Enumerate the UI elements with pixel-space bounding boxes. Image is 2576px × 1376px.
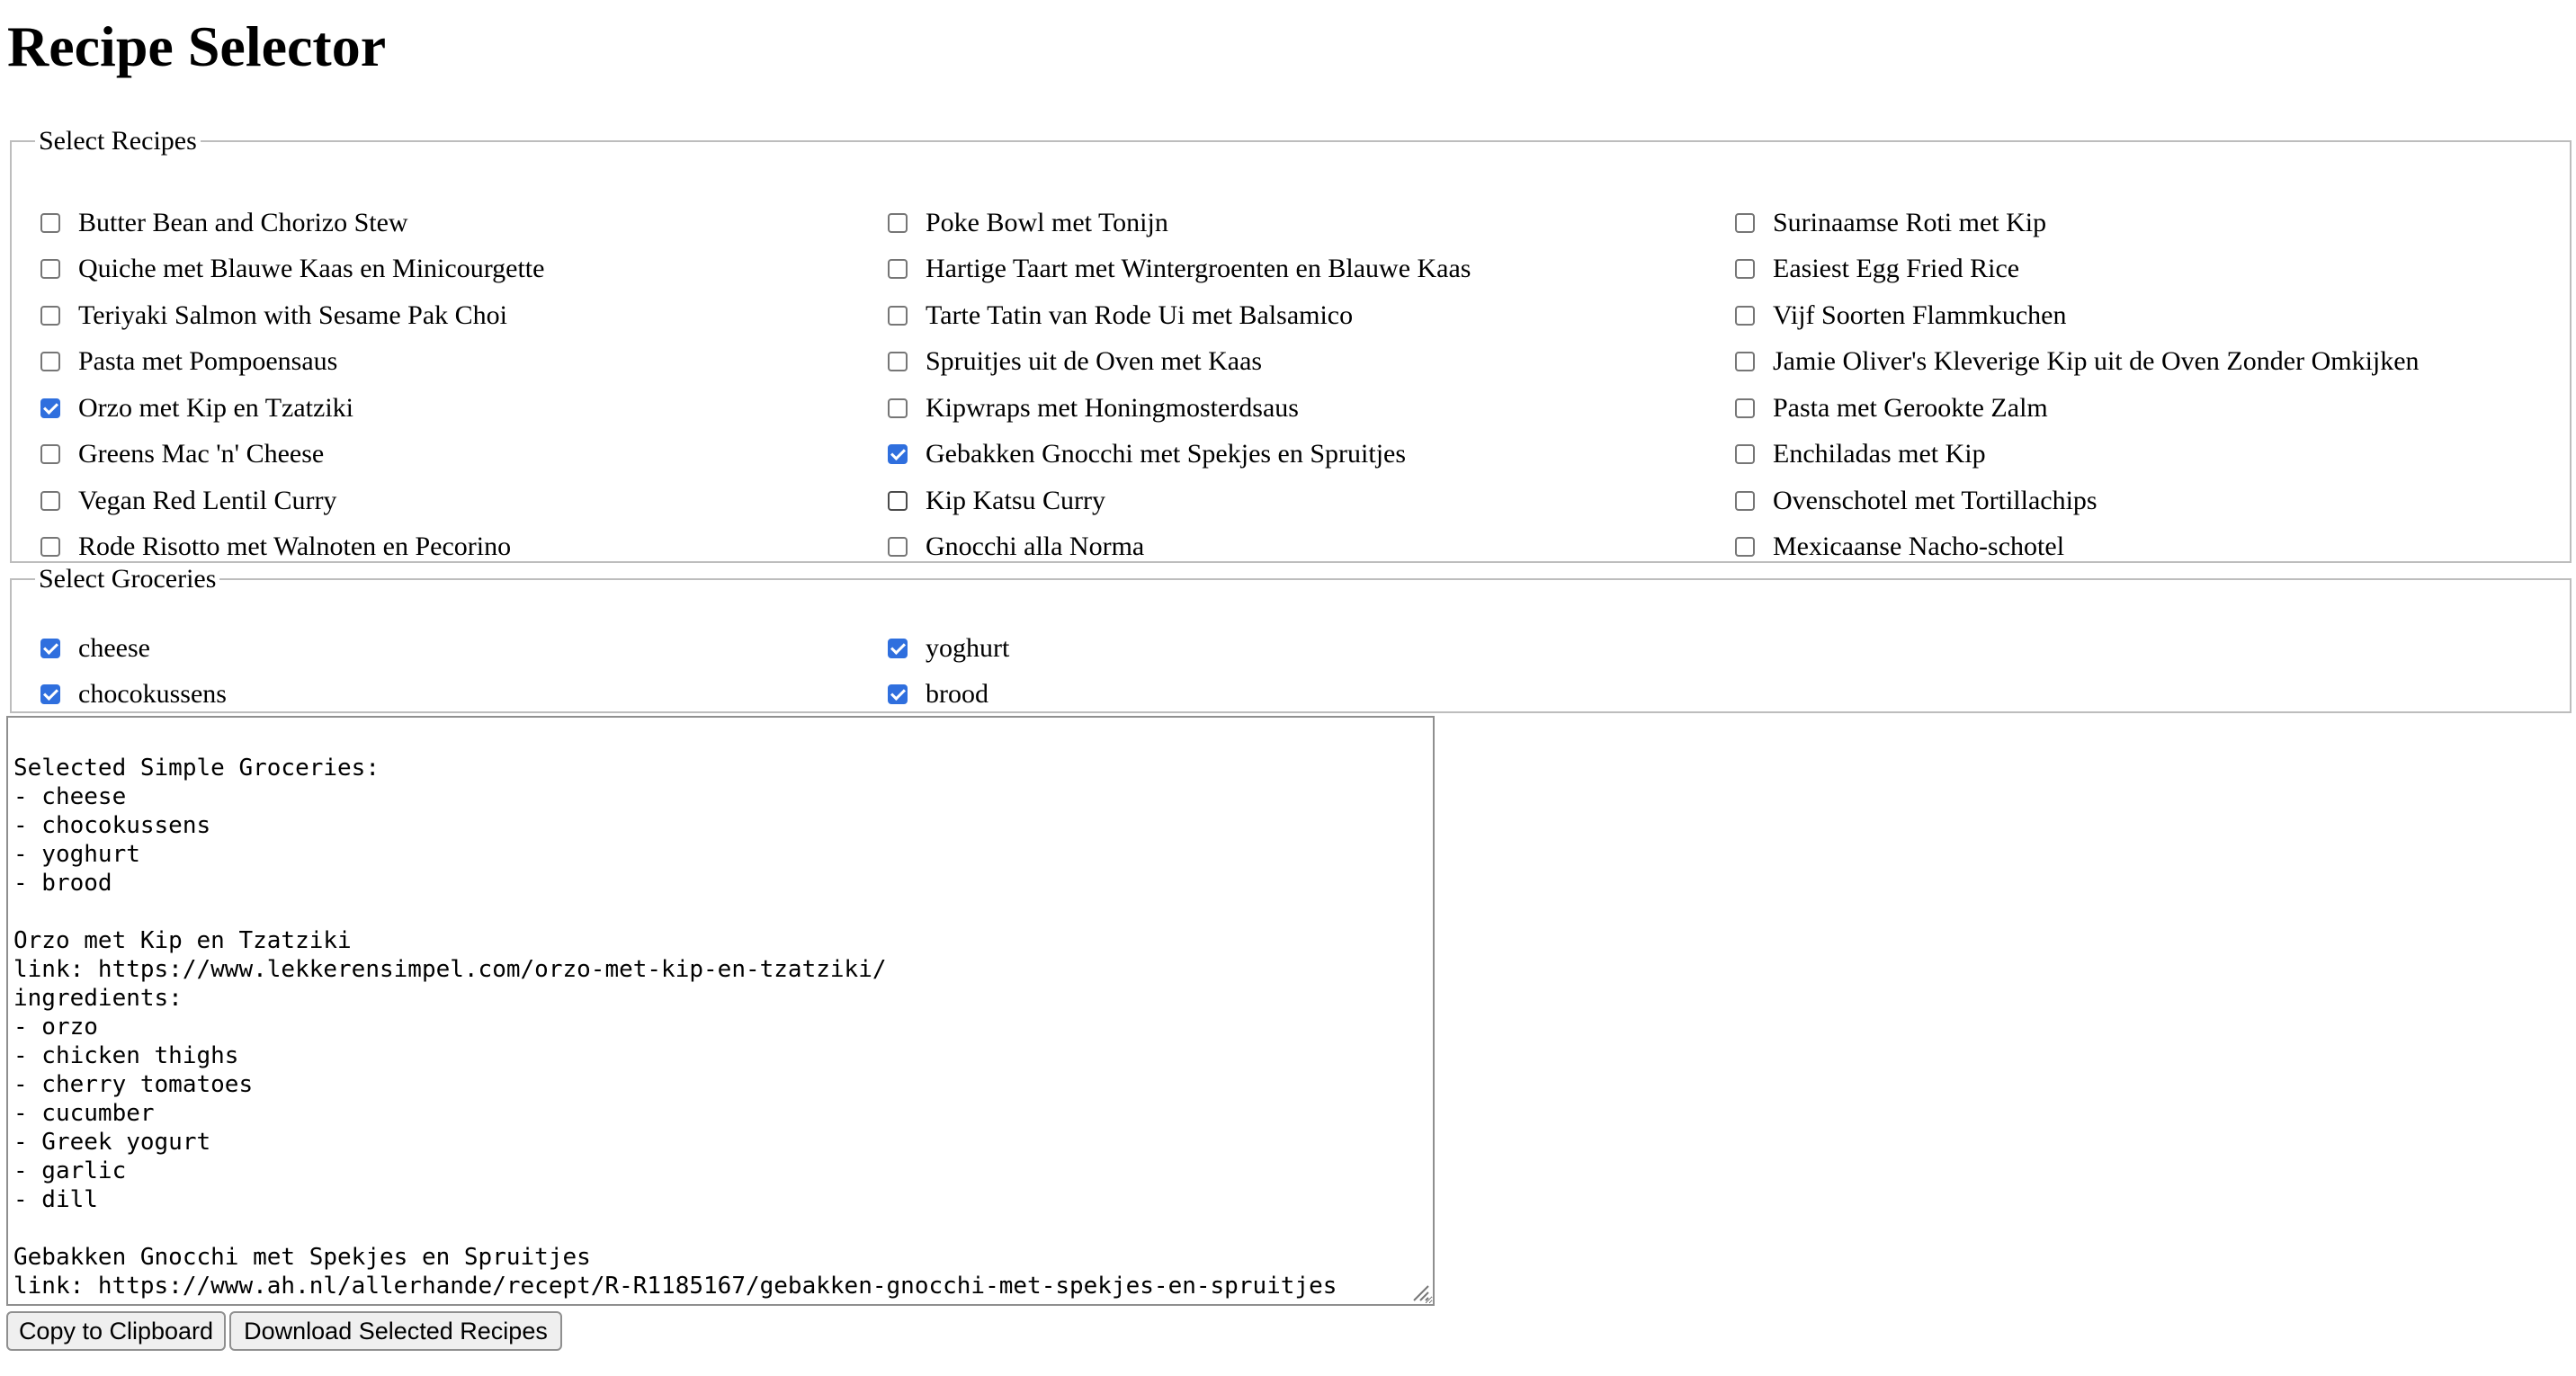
recipe-label: Gnocchi alla Norma [926, 532, 1145, 562]
recipe-label: Mexicaanse Nacho-schotel [1773, 532, 2065, 562]
recipes-legend: Select Recipes [39, 126, 197, 156]
recipe-item[interactable] [1735, 292, 2545, 339]
recipe-checkbox[interactable] [888, 352, 908, 371]
recipe-item[interactable] [888, 478, 1735, 524]
recipe-checkbox[interactable] [888, 259, 908, 279]
grocery-item[interactable] [40, 672, 888, 719]
resize-grip-icon[interactable] [1409, 1281, 1430, 1302]
recipe-item[interactable] [40, 292, 888, 339]
recipe-checkbox[interactable] [888, 213, 908, 233]
groceries-legend: Select Groceries [39, 564, 217, 594]
grocery-checkbox[interactable] [40, 639, 60, 658]
recipe-label: Orzo met Kip en Tzatziki [78, 392, 354, 423]
grocery-label: yoghurt [926, 632, 1010, 663]
recipes-fieldset [10, 126, 2572, 563]
recipe-label: Teriyaki Salmon with Sesame Pak Choi [78, 299, 508, 330]
recipe-item[interactable] [40, 385, 888, 432]
recipe-item[interactable] [40, 478, 888, 524]
recipe-item[interactable] [1735, 339, 2545, 386]
recipe-label: Pasta met Gerookte Zalm [1773, 392, 2048, 423]
recipe-label: Enchiladas met Kip [1773, 439, 1986, 469]
page-title: Recipe Selector [7, 14, 387, 78]
recipe-checkbox[interactable] [1735, 491, 1755, 511]
recipe-checkbox[interactable] [40, 352, 60, 371]
recipe-item[interactable] [1735, 478, 2545, 524]
recipe-label: Hartige Taart met Wintergroenten en Blauwe Kaas [926, 254, 1471, 284]
recipe-checkbox[interactable] [40, 491, 60, 511]
grocery-item[interactable] [40, 625, 888, 672]
grocery-checkbox[interactable] [888, 684, 908, 704]
recipe-checkbox[interactable] [1735, 306, 1755, 326]
recipe-label: Butter Bean and Chorizo Stew [78, 207, 408, 237]
recipe-label: Easiest Egg Fried Rice [1773, 254, 2020, 284]
grocery-label: brood [926, 679, 988, 710]
recipe-label: Vijf Soorten Flammkuchen [1773, 299, 2067, 330]
recipe-label: Pasta met Pompoensaus [78, 346, 338, 377]
recipe-checkbox[interactable] [1735, 213, 1755, 233]
grocery-label: chocokussens [78, 679, 227, 710]
recipe-label: Rode Risotto met Walnoten en Pecorino [78, 532, 512, 562]
recipe-item[interactable] [40, 432, 888, 478]
recipe-label: Spruitjes uit de Oven met Kaas [926, 346, 1263, 377]
recipe-checkbox[interactable] [40, 537, 60, 557]
recipe-item[interactable] [1735, 432, 2545, 478]
recipe-item[interactable] [888, 385, 1735, 432]
grocery-empty-cell [1735, 625, 2545, 672]
recipe-label: Poke Bowl met Tonijn [926, 207, 1168, 237]
grocery-item[interactable] [888, 625, 1735, 672]
recipe-checkbox[interactable] [1735, 444, 1755, 464]
recipe-checkbox[interactable] [888, 398, 908, 418]
recipe-item[interactable] [888, 246, 1735, 293]
recipe-checkbox[interactable] [40, 398, 60, 418]
recipe-checkbox[interactable] [1735, 352, 1755, 371]
recipe-item[interactable] [40, 246, 888, 293]
recipe-checkbox[interactable] [888, 491, 908, 511]
grocery-checkbox[interactable] [888, 639, 908, 658]
download-selected-recipes-button[interactable]: Download Selected Recipes [229, 1311, 562, 1351]
recipe-label: Gebakken Gnocchi met Spekjes en Spruitjes [926, 439, 1407, 469]
recipe-checkbox[interactable] [40, 259, 60, 279]
recipe-item[interactable] [40, 339, 888, 386]
grocery-item[interactable] [888, 672, 1735, 719]
groceries-grid [40, 625, 2545, 718]
recipe-label: Vegan Red Lentil Curry [78, 485, 337, 515]
recipe-label: Kip Katsu Curry [926, 485, 1105, 515]
recipe-item[interactable] [1735, 200, 2545, 246]
recipe-item[interactable] [888, 200, 1735, 246]
recipe-checkbox[interactable] [888, 444, 908, 464]
recipe-item[interactable] [1735, 246, 2545, 293]
recipes-grid [40, 200, 2545, 570]
recipe-label: Ovenschotel met Tortillachips [1773, 485, 2097, 515]
grocery-label: cheese [78, 632, 150, 663]
recipe-label: Jamie Oliver's Kleverige Kip uit de Oven Zonder Omkijken [1773, 346, 2419, 377]
recipe-label: Greens Mac 'n' Cheese [78, 439, 325, 469]
recipe-label: Kipwraps met Honingmosterdsaus [926, 392, 1299, 423]
recipe-checkbox[interactable] [1735, 537, 1755, 557]
recipe-item[interactable] [888, 432, 1735, 478]
recipe-item[interactable] [40, 200, 888, 246]
recipe-label: Quiche met Blauwe Kaas en Minicourgette [78, 254, 545, 284]
recipe-checkbox[interactable] [40, 306, 60, 326]
recipe-checkbox[interactable] [1735, 398, 1755, 418]
recipe-checkbox[interactable] [1735, 259, 1755, 279]
recipe-item[interactable] [888, 339, 1735, 386]
grocery-checkbox[interactable] [40, 684, 60, 704]
recipe-label: Tarte Tatin van Rode Ui met Balsamico [926, 299, 1354, 330]
recipe-checkbox[interactable] [40, 444, 60, 464]
groceries-fieldset [10, 564, 2572, 713]
recipe-label: Surinaamse Roti met Kip [1773, 207, 2047, 237]
copy-to-clipboard-button[interactable]: Copy to Clipboard [6, 1311, 226, 1351]
recipe-checkbox[interactable] [40, 213, 60, 233]
recipe-checkbox[interactable] [888, 306, 908, 326]
recipe-item[interactable] [1735, 385, 2545, 432]
selected-recipes-output[interactable] [6, 716, 1435, 1306]
recipe-item[interactable] [888, 292, 1735, 339]
recipe-checkbox[interactable] [888, 537, 908, 557]
